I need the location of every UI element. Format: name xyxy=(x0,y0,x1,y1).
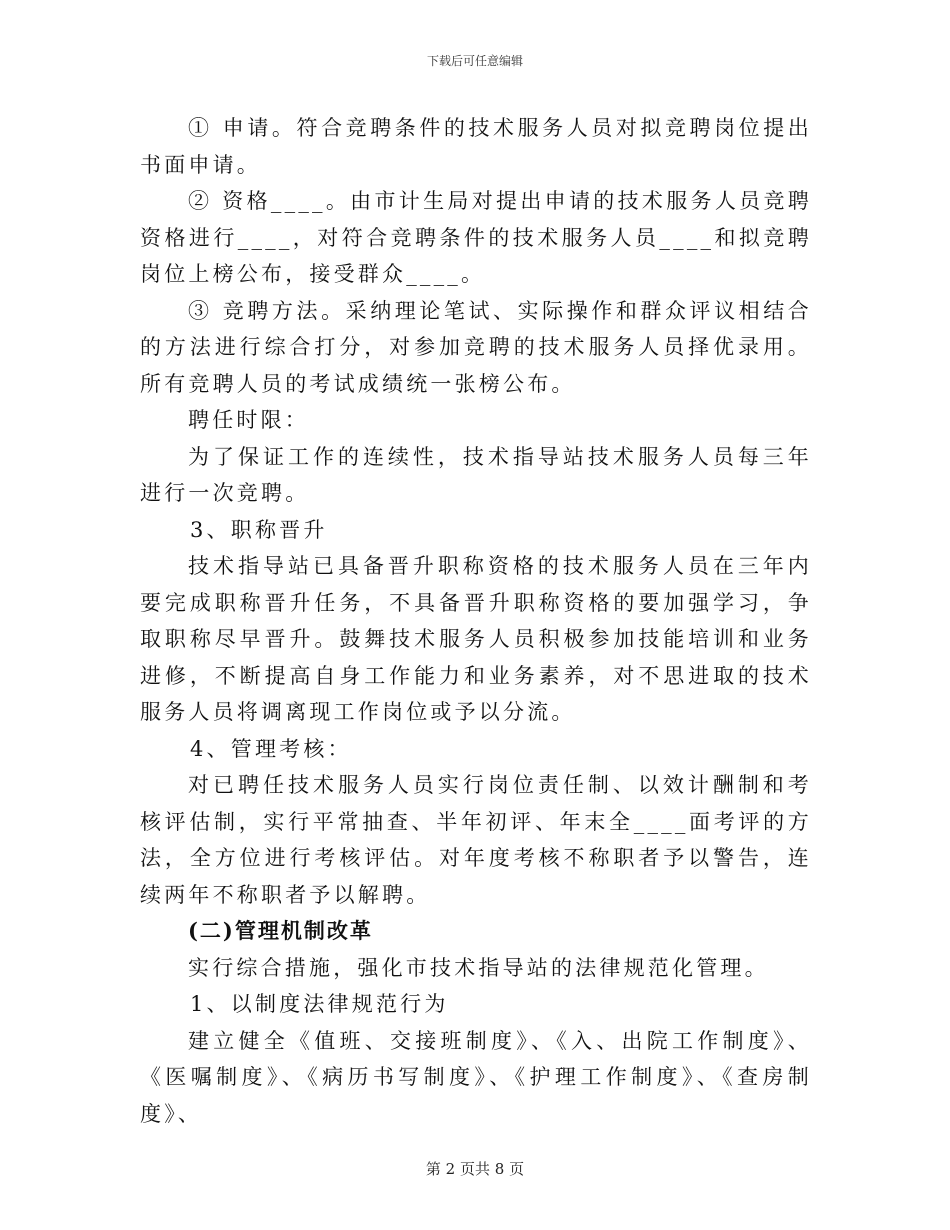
paragraph-mechanism: 实行综合措施，强化市技术指导站的法律规范化管理。 xyxy=(188,955,769,980)
page-header: 下载后可任意编辑 xyxy=(426,54,523,68)
paragraph-apply: ① 申请。符合竞聘条件的技术服务人员对拟竞聘岗位提出书面申请。 xyxy=(140,116,812,177)
section-heading-mechanism: (二)管理机制改革 xyxy=(188,918,373,943)
paragraph-promotion: 技术指导站已具备晋升职称资格的技术服务人员在三年内要完成职称晋升任务，不具备晋升职称资格的要加强学习，争取职称尽早晋升。鼓舞技术服务人员积极参加技能培训和业务进修，不断提高自身工作能力和业务素养，对不思进取的技术服务人员将调离现工作岗位或予以分流。 xyxy=(140,554,812,724)
page-footer: 第 2 页共 8 页 xyxy=(425,1160,525,1178)
section-title-assessment: 4、管理考核： xyxy=(190,736,352,761)
section-title-promotion: 3、职称晋升 xyxy=(190,517,328,542)
paragraph-assessment: 对已聘任技术服务人员实行岗位责任制、以效计酬制和考核评估制，实行平常抽查、半年初评、年末全____面考评的方法，全方位进行考核评估。对年度考核不称职者予以警告，连续两年不称职者予以解聘。 xyxy=(140,773,812,907)
section-title-rules: 1、以制度法律规范行为 xyxy=(190,992,449,1016)
paragraph-rules: 建立健全《值班、交接班制度》、《入、出院工作制度》、《医嘱制度》、《病历书写制度》、《护理工作制度》、《查房制度》、 xyxy=(140,1028,812,1126)
paragraph-method: ③ 竞聘方法。采纳理论笔试、实际操作和群众评议相结合的方法进行综合打分，对参加竞聘的技术服务人员择优录用。所有竞聘人员的考试成绩统一张榜公布。 xyxy=(140,298,812,396)
document-body xyxy=(140,110,812,1132)
paragraph-qualification: ② 资格____。由市计生局对提出申请的技术服务人员竞聘资格进行____，对符合竞聘条件的技术服务人员____和拟竞聘岗位上榜公布，接受群众____。 xyxy=(140,189,812,286)
paragraph-term: 为了保证工作的连续性，技术指导站技术服务人员每三年进行一次竞聘。 xyxy=(140,444,812,505)
paragraph-term-heading: 聘任时限： xyxy=(188,408,309,432)
